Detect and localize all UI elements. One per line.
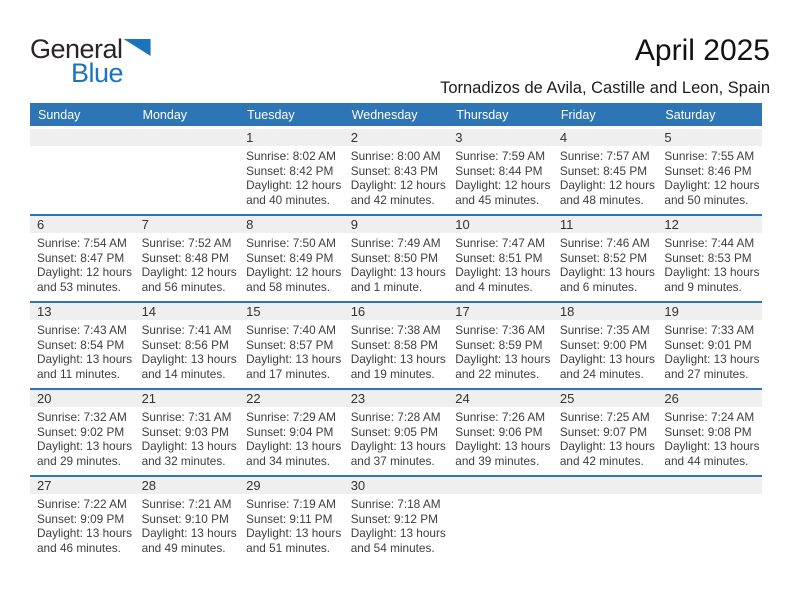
day-number: 24 xyxy=(455,391,470,406)
day-info-line: Sunset: 8:43 PM xyxy=(350,163,438,178)
day-info-line: Sunset: 9:00 PM xyxy=(559,337,648,352)
day-info-line: Sunrise: 8:02 AM xyxy=(246,149,336,163)
day-info-line: Daylight: 12 hours xyxy=(141,265,237,280)
day-info-line: Sunrise: 7:49 AM xyxy=(350,236,441,250)
day-info-line: Daylight: 13 hours xyxy=(246,526,342,541)
day-cell xyxy=(657,494,762,562)
day-cell xyxy=(30,146,135,214)
day-info-line: Daylight: 12 hours xyxy=(559,178,655,193)
day-info-line: Daylight: 13 hours xyxy=(350,439,446,454)
day-number: 1 xyxy=(246,130,254,145)
day-number: 12 xyxy=(664,217,679,232)
day-info-line: Daylight: 13 hours xyxy=(455,439,551,454)
day-info-line: and 40 minutes. xyxy=(246,192,331,207)
day-cell xyxy=(344,494,449,562)
day-info-line: Sunset: 8:44 PM xyxy=(455,163,543,178)
day-number: 27 xyxy=(37,478,52,493)
day-info-line: Sunrise: 7:28 AM xyxy=(350,410,441,424)
day-info-line: Sunset: 8:53 PM xyxy=(664,250,752,265)
day-info-line: Daylight: 12 hours xyxy=(37,265,133,280)
day-cell xyxy=(135,320,240,388)
day-info-line: Sunrise: 7:57 AM xyxy=(559,149,650,163)
day-info-line: and 42 minutes. xyxy=(350,192,435,207)
day-numbers-strip xyxy=(30,477,762,494)
day-info-line: Sunset: 9:08 PM xyxy=(664,424,752,439)
day-info-line: Sunrise: 7:21 AM xyxy=(141,497,232,511)
day-info-line: Daylight: 13 hours xyxy=(350,352,446,367)
day-info-line: Daylight: 13 hours xyxy=(350,265,446,280)
day-number: 17 xyxy=(455,304,470,319)
day-info-line: Sunset: 8:56 PM xyxy=(141,337,229,352)
week-row xyxy=(30,301,762,388)
calendar-table xyxy=(30,103,762,562)
day-cell xyxy=(239,320,344,388)
day-number: 26 xyxy=(664,391,679,406)
day-number: 3 xyxy=(455,130,463,145)
day-info-line: and 48 minutes. xyxy=(559,192,644,207)
day-info-line: Sunset: 8:58 PM xyxy=(350,337,438,352)
day-info-line: Sunrise: 7:25 AM xyxy=(559,410,650,424)
day-info-line: Daylight: 13 hours xyxy=(37,439,133,454)
day-info-line: Daylight: 13 hours xyxy=(37,352,133,367)
day-info-line: Sunrise: 7:22 AM xyxy=(37,497,127,511)
day-info-line: and 11 minutes. xyxy=(37,366,121,381)
day-info-line: Sunrise: 7:18 AM xyxy=(350,497,441,511)
day-info-line: and 17 minutes. xyxy=(246,366,331,381)
day-details-strip xyxy=(30,233,762,301)
day-info-line: and 22 minutes. xyxy=(455,366,540,381)
day-number: 4 xyxy=(559,130,568,145)
day-numbers-strip xyxy=(30,303,762,320)
day-info-line: Sunrise: 7:40 AM xyxy=(246,323,336,337)
day-cell xyxy=(30,320,135,388)
day-info-line: and 37 minutes. xyxy=(350,453,435,468)
day-info-line: and 56 minutes. xyxy=(141,279,226,294)
day-cell xyxy=(657,320,762,388)
day-info-line: Sunset: 8:49 PM xyxy=(246,250,334,265)
weekday-header-saturday: Saturday xyxy=(665,107,716,122)
day-numbers-strip xyxy=(30,216,762,233)
week-row xyxy=(30,388,762,475)
day-info-line: Sunset: 9:04 PM xyxy=(246,424,334,439)
day-info-line: Daylight: 13 hours xyxy=(141,526,237,541)
day-numbers-strip xyxy=(30,129,762,146)
day-cell xyxy=(553,233,658,301)
day-info-line: Daylight: 12 hours xyxy=(246,265,342,280)
day-number: 29 xyxy=(246,478,261,493)
day-info-line: Sunrise: 7:33 AM xyxy=(664,323,755,337)
day-cell xyxy=(30,233,135,301)
day-number: 2 xyxy=(350,130,358,145)
day-cell xyxy=(239,233,344,301)
day-number: 25 xyxy=(559,391,575,406)
day-info-line: Daylight: 13 hours xyxy=(246,352,342,367)
day-cell xyxy=(239,407,344,475)
day-cell xyxy=(239,146,344,214)
day-info-line: and 53 minutes. xyxy=(37,279,121,294)
day-info-line: Daylight: 13 hours xyxy=(455,265,551,280)
day-info-line: Sunset: 9:02 PM xyxy=(37,424,125,439)
day-info-line: Sunset: 9:11 PM xyxy=(246,511,333,526)
day-info-line: Sunrise: 7:32 AM xyxy=(37,410,127,424)
day-number: 14 xyxy=(141,304,157,319)
weekday-header-thursday: Thursday xyxy=(456,107,509,122)
weekday-header-wednesday: Wednesday xyxy=(351,107,418,122)
day-cell xyxy=(344,407,449,475)
day-info-line: Daylight: 13 hours xyxy=(455,352,551,367)
day-cell xyxy=(448,407,553,475)
day-info-line: Daylight: 12 hours xyxy=(664,178,760,193)
day-info-line: Sunset: 9:07 PM xyxy=(559,424,648,439)
day-info-line: Sunrise: 7:46 AM xyxy=(559,236,650,250)
day-cell xyxy=(448,494,553,562)
day-info-line: Sunset: 8:57 PM xyxy=(246,337,334,352)
day-number: 11 xyxy=(559,217,574,232)
day-info-line: Sunrise: 7:41 AM xyxy=(141,323,232,337)
day-info-line: Daylight: 12 hours xyxy=(246,178,342,193)
day-info-line: Daylight: 13 hours xyxy=(350,526,446,541)
day-info-line: Daylight: 13 hours xyxy=(141,439,237,454)
day-info-line: Sunset: 8:54 PM xyxy=(37,337,125,352)
general-blue-logo xyxy=(30,34,151,88)
day-info-line: Sunrise: 7:36 AM xyxy=(455,323,546,337)
day-info-line: Sunrise: 7:29 AM xyxy=(246,410,336,424)
day-info-line: Sunset: 8:59 PM xyxy=(455,337,543,352)
day-info-line: Daylight: 12 hours xyxy=(350,178,446,193)
day-info-line: Sunset: 9:05 PM xyxy=(350,424,438,439)
day-info-line: Sunset: 9:12 PM xyxy=(350,511,438,526)
day-info-line: and 19 minutes. xyxy=(350,366,435,381)
day-numbers-strip xyxy=(30,390,762,407)
day-info-line: Daylight: 13 hours xyxy=(37,526,133,541)
day-info-line: and 49 minutes. xyxy=(141,540,226,555)
day-cell xyxy=(448,146,553,214)
day-info-line: Sunrise: 7:55 AM xyxy=(664,149,755,163)
week-row xyxy=(30,214,762,301)
week-row xyxy=(30,475,762,562)
day-number: 13 xyxy=(37,304,52,319)
day-info-line: and 46 minutes. xyxy=(37,540,121,555)
day-info-line: Daylight: 13 hours xyxy=(559,352,655,367)
day-number: 16 xyxy=(350,304,366,319)
month-title: April 2025 xyxy=(634,34,770,67)
weekday-header-row xyxy=(30,103,762,126)
day-info-line: Sunset: 8:51 PM xyxy=(455,250,543,265)
day-cell xyxy=(657,146,762,214)
day-info-line: Daylight: 13 hours xyxy=(559,439,655,454)
day-cell xyxy=(30,407,135,475)
day-cell xyxy=(657,407,762,475)
day-info-line: Sunrise: 8:00 AM xyxy=(350,149,441,163)
day-info-line: Sunrise: 7:19 AM xyxy=(246,497,336,511)
day-cell xyxy=(135,146,240,214)
day-info-line: and 50 minutes. xyxy=(664,192,749,207)
weekday-header-tuesday: Tuesday xyxy=(247,107,295,122)
day-cell xyxy=(657,233,762,301)
logo-text-general: General xyxy=(30,34,123,64)
day-info-line: and 29 minutes. xyxy=(37,453,121,468)
day-cell xyxy=(344,146,449,214)
day-cell xyxy=(448,233,553,301)
day-info-line: Sunset: 8:47 PM xyxy=(37,250,125,265)
day-number: 15 xyxy=(246,304,261,319)
day-info-line: Daylight: 13 hours xyxy=(141,352,237,367)
day-info-line: and 58 minutes. xyxy=(246,279,331,294)
day-info-line: and 51 minutes. xyxy=(246,540,331,555)
day-info-line: Sunset: 8:48 PM xyxy=(141,250,229,265)
weekday-header-friday: Friday xyxy=(560,107,596,122)
day-info-line: Sunrise: 7:26 AM xyxy=(455,410,546,424)
day-info-line: Sunset: 8:52 PM xyxy=(559,250,648,265)
day-info-line: Sunset: 8:50 PM xyxy=(350,250,438,265)
day-number: 30 xyxy=(350,478,366,493)
day-cell xyxy=(135,233,240,301)
day-info-line: Sunrise: 7:35 AM xyxy=(559,323,650,337)
day-number: 22 xyxy=(246,391,261,406)
day-info-line: Sunset: 9:03 PM xyxy=(141,424,229,439)
day-info-line: Sunset: 9:10 PM xyxy=(141,511,229,526)
day-number: 6 xyxy=(37,217,45,232)
day-info-line: and 14 minutes. xyxy=(141,366,226,381)
day-info-line: and 1 minute. xyxy=(350,279,423,294)
day-info-line: Sunset: 9:09 PM xyxy=(37,511,125,526)
day-info-line: and 6 minutes. xyxy=(559,279,638,294)
day-details-strip xyxy=(30,320,762,388)
day-info-line: Sunrise: 7:44 AM xyxy=(664,236,755,250)
day-cell xyxy=(30,494,135,562)
day-cell xyxy=(135,407,240,475)
day-number: 18 xyxy=(559,304,575,319)
day-cell xyxy=(553,320,658,388)
day-number: 10 xyxy=(455,217,470,232)
day-info-line: Sunset: 8:45 PM xyxy=(559,163,648,178)
day-info-line: Sunset: 8:42 PM xyxy=(246,163,334,178)
day-number: 9 xyxy=(350,217,358,232)
day-info-line: Sunrise: 7:31 AM xyxy=(141,410,232,424)
day-info-line: Sunset: 8:46 PM xyxy=(664,163,752,178)
day-info-line: Sunrise: 7:50 AM xyxy=(246,236,336,250)
day-number: 20 xyxy=(37,391,52,406)
day-number: 5 xyxy=(664,130,672,145)
logo-text-blue: Blue xyxy=(71,58,124,88)
day-info-line: Sunrise: 7:47 AM xyxy=(455,236,546,250)
day-cell xyxy=(553,494,658,562)
day-info-line: and 45 minutes. xyxy=(455,192,540,207)
day-info-line: Sunrise: 7:59 AM xyxy=(455,149,546,163)
weekday-header-sunday: Sunday xyxy=(38,107,81,122)
day-info-line: and 27 minutes. xyxy=(664,366,749,381)
day-info-line: Sunrise: 7:54 AM xyxy=(37,236,127,250)
weekday-header-monday: Monday xyxy=(142,107,188,122)
day-info-line: Sunrise: 7:43 AM xyxy=(37,323,127,337)
day-cell xyxy=(553,146,658,214)
day-cell xyxy=(553,407,658,475)
day-info-line: Sunrise: 7:38 AM xyxy=(350,323,441,337)
day-info-line: and 24 minutes. xyxy=(559,366,644,381)
day-cell xyxy=(344,233,449,301)
day-details-strip xyxy=(30,494,762,562)
day-cell xyxy=(448,320,553,388)
day-number: 7 xyxy=(141,217,149,232)
day-number: 23 xyxy=(350,391,366,406)
day-cell xyxy=(344,320,449,388)
week-row xyxy=(30,129,762,214)
day-info-line: and 54 minutes. xyxy=(350,540,435,555)
day-info-line: Sunrise: 7:24 AM xyxy=(664,410,755,424)
day-cell xyxy=(239,494,344,562)
day-number: 19 xyxy=(664,304,679,319)
day-info-line: Daylight: 13 hours xyxy=(664,439,760,454)
day-info-line: Daylight: 13 hours xyxy=(664,265,760,280)
day-info-line: Sunset: 9:06 PM xyxy=(455,424,543,439)
logo-triangle-icon xyxy=(124,39,151,56)
day-info-line: Daylight: 13 hours xyxy=(664,352,760,367)
day-info-line: and 34 minutes. xyxy=(246,453,331,468)
weeks-container xyxy=(30,129,762,562)
day-cell xyxy=(135,494,240,562)
day-info-line: Daylight: 12 hours xyxy=(455,178,551,193)
day-info-line: and 4 minutes. xyxy=(455,279,533,294)
day-info-line: and 42 minutes. xyxy=(559,453,644,468)
day-number: 8 xyxy=(246,217,254,232)
day-info-line: and 32 minutes. xyxy=(141,453,226,468)
day-info-line: and 44 minutes. xyxy=(664,453,749,468)
day-info-line: Daylight: 13 hours xyxy=(559,265,655,280)
location-subtitle: Tornadizos de Avila, Castille and Leon, Spain xyxy=(440,79,770,97)
day-info-line: Sunset: 9:01 PM xyxy=(664,337,752,352)
day-number: 28 xyxy=(141,478,157,493)
day-info-line: Sunrise: 7:52 AM xyxy=(141,236,232,250)
day-details-strip xyxy=(30,146,762,214)
day-info-line: and 39 minutes. xyxy=(455,453,540,468)
day-info-line: Daylight: 13 hours xyxy=(246,439,342,454)
day-details-strip xyxy=(30,407,762,475)
day-number: 21 xyxy=(141,391,157,406)
day-info-line: and 9 minutes. xyxy=(664,279,742,294)
